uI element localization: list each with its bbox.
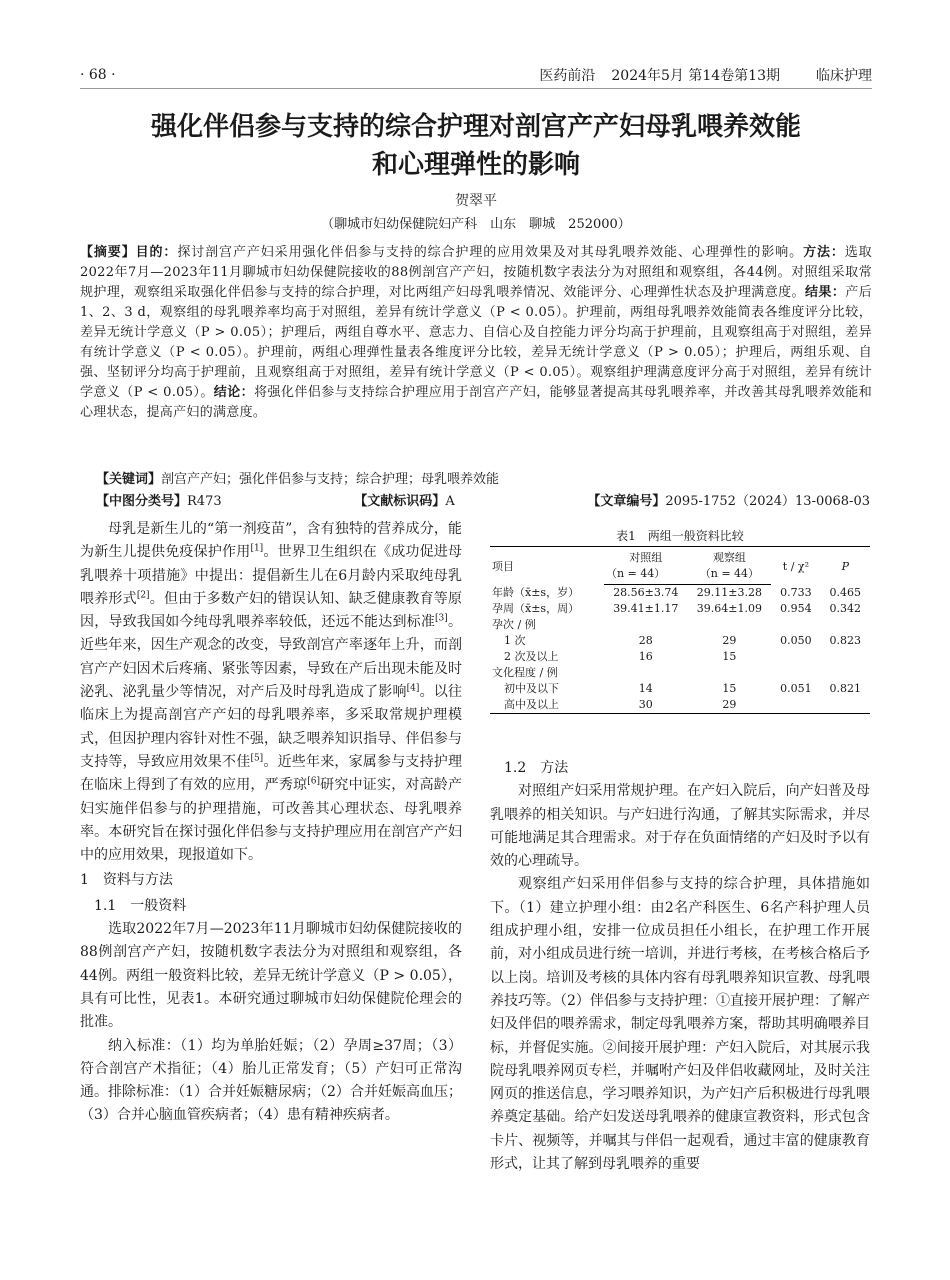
- title-line-2: 和心理弹性的影响: [371, 150, 580, 180]
- conclusion-text: 将强化伴侣参与支持综合护理应用于剖宫产产妇，能够显著提高其母乳喂养率，并改善其母乳喂养效能和心理状态，提高产妇的满意度。: [80, 385, 872, 420]
- general-data-paragraph: 选取2022年7月—2023年11月聊城市妇幼保健院接收的88例剖宫产产妇，按随机数字表法分为对照组和观察组，各44例。两组一般资料比较，差异无统计学意义（P > 0.05），具有可比性，见表1。本研究通过聊城市妇幼保健院伦理会的批准。: [80, 921, 462, 1031]
- method-text: 选取2022年7月—2023年11月聊城市妇幼保健院接收的88例剖宫产产妇，按随机数字表法分为对照组和观察组，各44例。对照组采取常规护理，观察组采取强化伴侣参与支持的综合护理，对比两组产妇母乳喂养情况、效能评分、心理弹性状态及护理满意度。: [80, 245, 872, 300]
- cell: 初中及以下: [504, 682, 559, 695]
- cell: 16: [638, 650, 653, 663]
- abstract-label: 【摘要】: [80, 245, 136, 260]
- th-observation-n: （n = 44）: [688, 566, 772, 585]
- keywords-text: 剖宫产产妇；强化伴侣参与支持；综合护理；母乳喂养效能: [161, 472, 500, 487]
- intro-text-5: 。以往临床上为提高剖宫产产妇的母乳喂养率，多采取常规护理模式，但因护理内容针对性不强，缺乏喂养知识指导、伴侣参与支持等，导致应用效果不佳: [80, 684, 463, 770]
- classification-row: [96, 490, 870, 509]
- objective-label: 目的：: [135, 245, 178, 260]
- section-heading-1-2: 1.2 方法: [504, 760, 569, 776]
- table-caption: 表1 两组一般资料比较: [616, 529, 744, 543]
- cell: 0.733: [780, 585, 812, 599]
- cell: 15: [722, 682, 737, 695]
- cell: 28: [638, 634, 653, 647]
- cell: 文化程度 / 例: [492, 666, 558, 679]
- article-number: [587, 490, 870, 509]
- cell: 14: [638, 682, 653, 695]
- doc-code: [354, 490, 454, 509]
- conclusion-label: 结论：: [213, 385, 255, 400]
- table-row: [490, 601, 870, 617]
- table-row: [490, 649, 870, 665]
- cell: 1 次: [504, 634, 526, 647]
- table-row: [490, 681, 870, 697]
- cell: 0.954: [780, 602, 812, 615]
- section-heading-1-1: 1.1 一般资料: [94, 897, 187, 914]
- keywords: [96, 468, 872, 487]
- cell: 28.56±3.74: [613, 586, 679, 599]
- cell: 0.342: [829, 602, 862, 615]
- art-label: 【文章编号】: [587, 494, 666, 509]
- cell: 15: [722, 650, 737, 663]
- cell: 39.41±1.17: [613, 602, 679, 615]
- th-control: 对照组: [604, 547, 688, 567]
- left-column: [80, 518, 462, 1128]
- result-text: 产后1、2、3 d，观察组的母乳喂养率均高于对照组，差异有统计学意义（P < 0.05）。护理前，两组母乳喂养效能简表各维度评分比较，差异无统计学意义（P > 0.05）；护理后，两组自尊水平、意志力、自信心及自控能力评分均高于护理前，且观察组高于对照组，差异有统计学意义（P < 0.05）。护理前，两组心理弹性量表各维度评分比较，差异无统计学意义（P > 0.05）；护理后，两组乐观、自强、坚韧评分均高于护理前，且观察组高于对照组，差异有统计学意义（P < 0.05）。观察组护理满意度评分高于对照组，差异有统计学意义（P < 0.05）。: [80, 285, 872, 400]
- cell: 0.050: [780, 634, 812, 647]
- baseline-table: [490, 546, 870, 714]
- journal-name: 医药前沿: [539, 68, 596, 84]
- table-row: [490, 697, 870, 714]
- journal-info: [523, 65, 872, 85]
- cell: 29: [688, 697, 772, 714]
- th-observation: 观察组: [688, 547, 772, 567]
- art-value: 2095-1752（2024）13-0068-03: [665, 494, 870, 509]
- page-number: · 68 ·: [80, 67, 116, 83]
- th-control-n: （n = 44）: [604, 566, 688, 585]
- th-item: 项目: [490, 547, 604, 585]
- intro-text-2: 。世界卫生组织在《成功促进母乳喂养十项措施》中提出：提倡新生儿在6月龄内采取纯母乳喂养形式: [80, 544, 463, 607]
- observation-method-paragraph: 观察组产妇采用伴侣参与支持的综合护理，具体措施如下。（1）建立护理小组：由2名产科医生、6名产科护理人员组成护理小组，安排一位成员担任小组长，在护理工作开展前，对小组成员进行统一培训，并进行考核，在考核合格后予以上岗。培训及考核的具体内容有母乳喂养知识宣教、母乳喂养技巧等。（2）伴侣参与支持护理：①直接开展护理：了解产妇及伴侣的喂养需求，制定母乳喂养方案，帮助其明确喂养目标，并督促实施。②间接开展护理：产妇入院后，对其展示我院母乳喂养网页专栏，并嘱咐产妇及伴侣收藏网址，及时关注网页的推送信息，学习喂养知识，为产妇产后积极进行母乳喂养奠定基础。给产妇发送母乳喂养的健康宣教资料，形式包含卡片、视频等，并嘱其与伴侣一起观看，通过丰富的健康教育形式，让其了解到母乳喂养的重要: [490, 876, 870, 1173]
- cell: 孕次 / 例: [492, 618, 536, 631]
- doc-value: A: [445, 494, 455, 509]
- author: 贺翠平: [455, 193, 497, 209]
- title-line-1: 强化伴侣参与支持的综合护理对剖宫产产妇母乳喂养效能: [150, 112, 801, 142]
- cell: 29: [722, 634, 737, 647]
- cell: 2 次及以上: [504, 650, 559, 663]
- citation-4: [4]: [406, 683, 420, 694]
- method-label: 方法：: [803, 245, 845, 260]
- cell: 0.821: [829, 682, 862, 695]
- table-row: [490, 617, 870, 633]
- intro-paragraph: [80, 518, 462, 867]
- affiliation: （聊城市妇幼保健院妇产科 山东 聊城 252000）: [321, 217, 631, 232]
- citation-6: [6]: [307, 776, 320, 787]
- intro-text-7: 研究中证实，对高龄产妇实施伴侣参与的护理措施，可改善其心理状态、母乳喂养率。本研究旨在探讨强化伴侣参与支持护理应用在剖宫产产妇中的应用效果，现报道如下。: [80, 777, 463, 864]
- clc-number: [96, 490, 222, 509]
- right-column: [490, 757, 870, 1176]
- cell: 29.11±3.28: [696, 586, 762, 599]
- citation-3: [3]: [435, 613, 448, 624]
- control-method-paragraph: 对照组产妇采用常规护理。在产妇入院后，向产妇普及母乳喂养的相关知识。与产妇进行沟通，了解其实际需求，并尽可能地满足其合理需求。对于存在负面情绪的产妇及时予以有效的心理疏导。: [490, 783, 870, 870]
- table-row: [490, 633, 870, 649]
- citation-1: [1]: [250, 543, 264, 554]
- result-label: 结果：: [804, 285, 846, 300]
- cell: 0.465: [829, 585, 862, 599]
- criteria-paragraph: 纳入标准：（1）均为单胎妊娠；（2）孕周≥37周；（3）符合剖宫产术指征；（4）胎儿正常发育；（5）产妇可正常沟通。排除标准：（1）合并妊娠糖尿病；（2）合并妊娠高血压；（3）合并心脑血管疾病者；（4）患有精神疾病者。: [80, 1037, 462, 1124]
- table-row: [490, 665, 870, 681]
- intro-text-6: 。近些年来，家属参与支持护理在临床上得到了有效的应用，严秀琼: [80, 753, 463, 794]
- th-stat: t / χ²: [771, 547, 820, 585]
- section-name: 临床护理: [816, 68, 872, 84]
- cell: 39.64±1.09: [696, 602, 762, 615]
- intro-text-1: 母乳是新生儿的“第一剂疫苗”，含有独特的营养成分，能为新生儿提供免疫保护作用: [80, 521, 462, 561]
- article-title: [80, 108, 872, 184]
- clc-label: 【中图分类号】: [96, 494, 188, 509]
- section-heading-1: 1 资料与方法: [80, 872, 173, 889]
- doc-label: 【文献标识码】: [354, 494, 446, 509]
- journal-issue: 2024年5月 第14卷第13期: [611, 68, 780, 84]
- cell: 0.823: [829, 634, 862, 647]
- intro-text-4: 。近些年来，因生产观念的改变，导致剖宫产率逐年上升，而剖宫产产妇因术后疼痛、紧张等因素，导致在产后出现未能及时泌乳、泌乳量少等情况，对产后及时母乳造成了影响: [80, 614, 462, 701]
- cell: 0.051: [780, 682, 812, 695]
- intro-text-3: 。但由于多数产妇的错误认知、缺乏健康教育等原因，导致我国如今纯母乳喂养率较低，还远不能达到标准: [80, 590, 463, 631]
- objective-text: 探讨剖宫产产妇采用强化伴侣参与支持的综合护理的应用效果及对其母乳喂养效能、心理弹性的影响。: [177, 245, 804, 260]
- cell: 年龄（x̄±s，岁）: [492, 585, 580, 599]
- running-header: [80, 62, 872, 89]
- citation-2: [2]: [136, 590, 150, 601]
- cell: 高中及以上: [490, 697, 604, 714]
- keywords-label: 【关键词】: [96, 472, 162, 487]
- th-p: P: [821, 547, 870, 585]
- abstract: [80, 243, 872, 423]
- clc-value: R473: [187, 494, 222, 509]
- cell: 孕周（x̄±s，周）: [492, 602, 580, 615]
- citation-5: [5]: [250, 753, 264, 764]
- table-row: [490, 585, 870, 602]
- cell: 30: [604, 697, 688, 714]
